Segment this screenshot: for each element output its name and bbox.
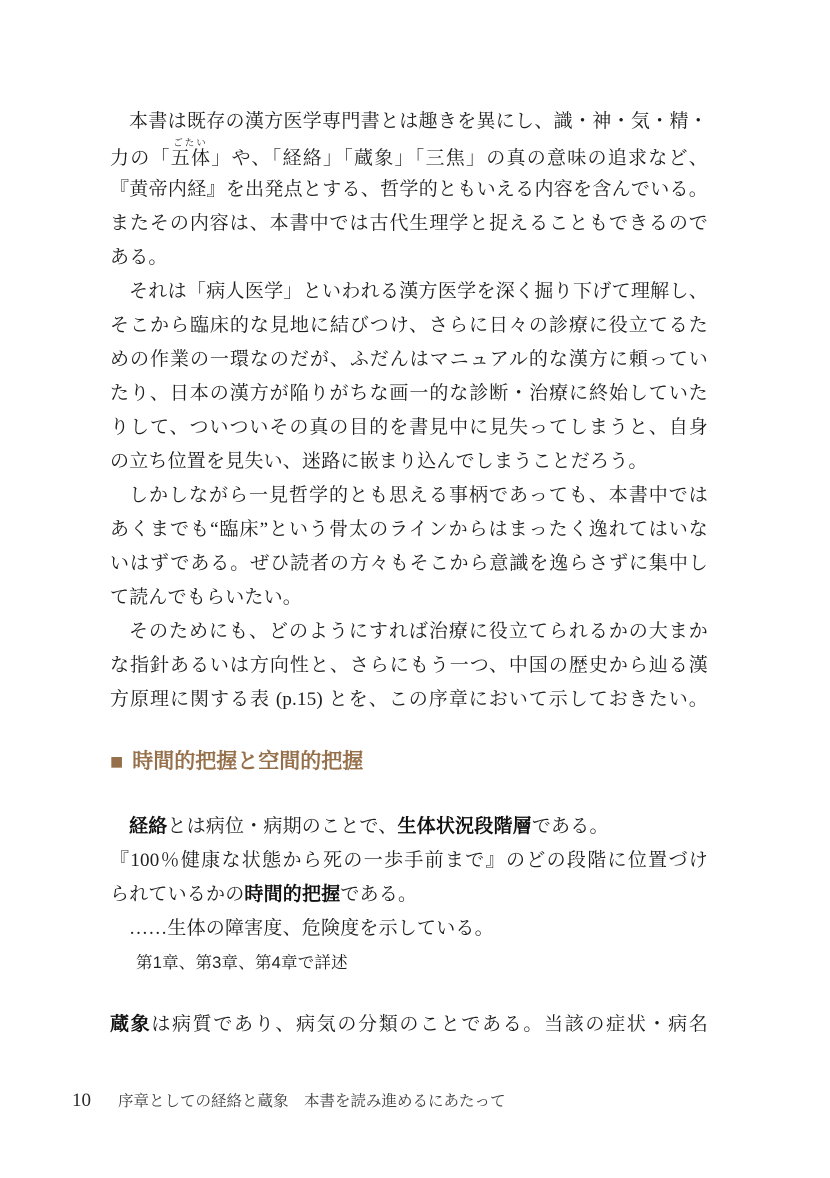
line-text: られているかの <box>110 884 245 905</box>
bold-term-zoshou: 蔵象 <box>110 1014 152 1035</box>
paragraph-line: ある。 <box>110 247 168 268</box>
line-text: 力の「 <box>110 148 171 169</box>
ruby-base: 五体 <box>170 148 212 169</box>
ruby-gotai <box>170 139 212 169</box>
paragraph-line: めの作業の一環なのだが、ふだんはマニュアル的な漢方に頼ってい <box>110 349 708 370</box>
page-footer <box>72 1088 772 1114</box>
section-heading-text: 時間的把握と空間的把握 <box>132 750 364 773</box>
paragraph-line: それは「病人医学」といわれる漢方医学を深く掘り下げて理解し、 <box>129 281 708 302</box>
paragraph-line: 本書は既存の漢方医学専門書とは趣きを異にし、識・神・気・精・ <box>129 111 708 132</box>
line-text: である。 <box>340 884 418 905</box>
paragraph-line: あくまでも“臨床”という骨太のラインからはまったく逸れてはいな <box>110 519 708 540</box>
section-heading <box>110 746 363 777</box>
bold-term-seitai: 生体状況段階層 <box>397 816 532 837</box>
bold-term-keiraku: 経絡 <box>129 816 168 837</box>
paragraph-line <box>110 139 708 173</box>
chapter-reference-note: 第1章、第3章、第4章で詳述 <box>136 954 348 972</box>
bold-term-jikanteki: 時間的把握 <box>244 884 341 905</box>
paragraph-line: な指針あるいは方向性と、さらにもう一つ、中国の歴史から辿る漢 <box>110 655 708 676</box>
line-text: 」や、「経絡」「蔵象」「三焦」の真の意味の追求など、 <box>211 148 708 169</box>
paragraph-line: そのためにも、どのようにすれば治療に役立てられるかの大まか <box>129 621 708 642</box>
paragraph-line: たり、日本の漢方が陥りがちな画一的な診断・治療に終始していた <box>110 383 708 404</box>
paragraph-line: いはずである。ぜひ読者の方々もそこから意識を逸らさずに集中し <box>110 553 708 574</box>
paragraph-line: しかしながら一見哲学的とも思える事柄であっても、本書中では <box>129 485 708 506</box>
line-text: は病質であり、病気の分類のことである。当該の症状・病名 <box>151 1014 708 1035</box>
paragraph-line: 『100％健康な状態から死の一歩手前まで』のどの段階に位置づけ <box>110 850 708 871</box>
zoshou-paragraph <box>110 1008 708 1042</box>
paragraph-line: 方原理に関する表 (p.15) とを、この序章において示しておきたい。 <box>110 689 708 710</box>
page-number: 10 <box>72 1090 91 1111</box>
heading-square-icon: ■ <box>110 749 124 774</box>
keiraku-paragraph <box>110 810 708 980</box>
line-text: とは病位・病期のことで、 <box>167 816 398 837</box>
paragraph-line <box>110 810 708 844</box>
running-title: 序章としての経絡と蔵象 本書を読み進めるにあたって <box>118 1093 506 1110</box>
paragraph-line: ……生体の障害度、危険度を示している。 <box>129 918 494 939</box>
line-text: である。 <box>531 816 609 837</box>
paragraph-line: の立ち位置を見失い、迷路に嵌まり込んでしまうことだろう。 <box>110 451 648 472</box>
body-text-block <box>110 105 708 717</box>
ruby-annotation: ごたい <box>170 139 211 149</box>
paragraph-line: りして、ついついその真の目的を書見中に見失ってしまうと、自身 <box>110 417 708 438</box>
paragraph-line: て読んでもらいたい。 <box>110 587 303 608</box>
paragraph-line <box>110 878 708 912</box>
paragraph-line: またその内容は、本書中では古代生理学と捉えることもできるので <box>110 213 708 234</box>
paragraph-line: 『黄帝内経』を出発点とする、哲学的ともいえる内容を含んでいる。 <box>110 179 708 200</box>
paragraph-line: そこから臨床的な見地に結びつけ、さらに日々の診療に役立てるた <box>110 315 708 336</box>
